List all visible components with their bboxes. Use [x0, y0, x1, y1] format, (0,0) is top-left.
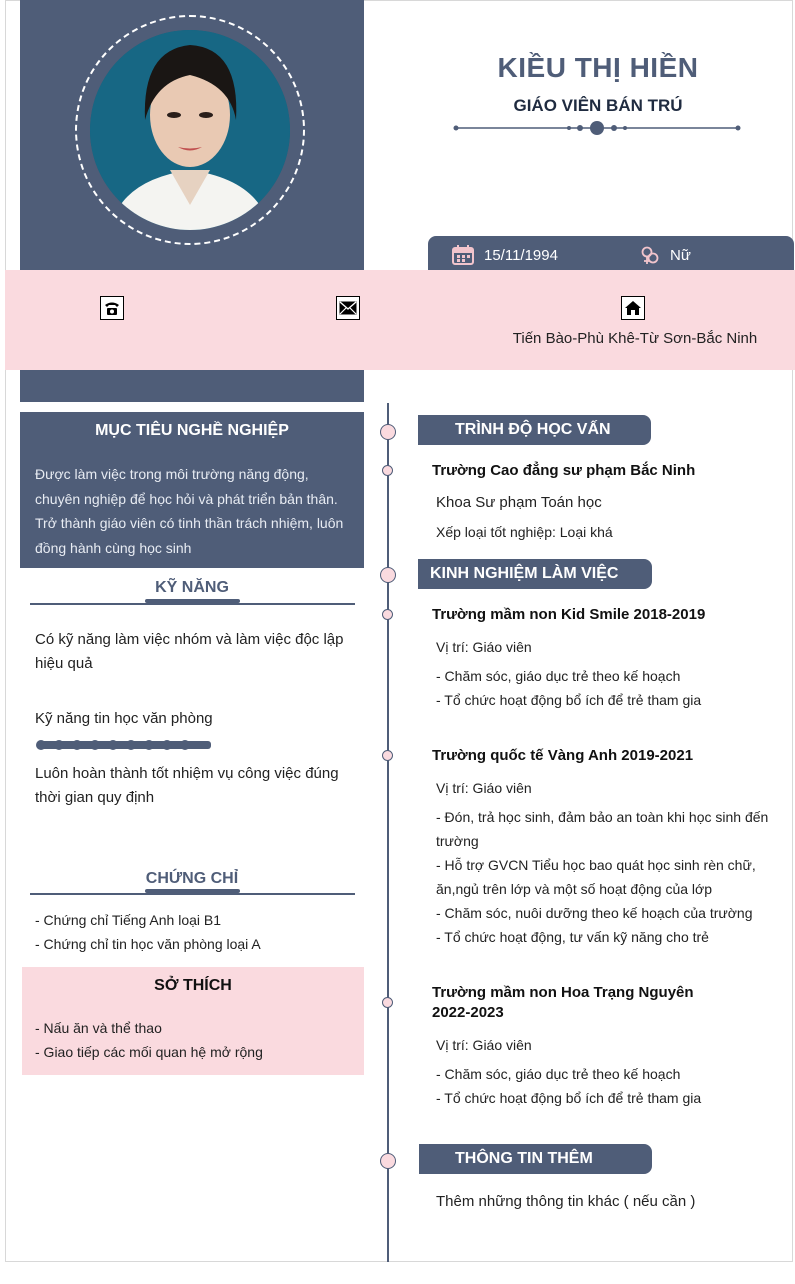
phone-icon	[100, 296, 124, 320]
contact-band	[5, 270, 795, 370]
timeline-dot	[380, 567, 396, 583]
education-title: TRÌNH ĐỘ HỌC VẤN	[418, 415, 651, 445]
skill-level-bar	[35, 738, 213, 752]
skill-item: Kỹ năng tin học văn phòng	[35, 710, 213, 727]
hobbies-section	[22, 967, 364, 1075]
objective-title: MỤC TIÊU NGHỀ NGHIỆP	[95, 422, 289, 439]
skills-title: KỸ NĂNG	[155, 579, 229, 596]
job-position: Vị trí: Giáo viên	[436, 780, 532, 796]
job-duty: - Chăm sóc, giáo dục trẻ theo kế hoạch	[436, 668, 681, 684]
timeline-dot	[382, 997, 393, 1008]
timeline-dot	[380, 424, 396, 440]
timeline-dot	[380, 1153, 396, 1169]
job-position: Vị trí: Giáo viên	[436, 1037, 532, 1053]
timeline-dot	[382, 465, 393, 476]
job-duty: - Đón, trả học sinh, đảm bảo an toàn khi học sinh đến trường	[436, 809, 769, 849]
education-major: Khoa Sư phạm Toán học	[436, 494, 602, 511]
email-icon	[336, 296, 360, 320]
job-org: Trường mầm non Hoa Trạng Nguyên	[432, 984, 694, 1001]
job-duty: - Chăm sóc, giáo dục trẻ theo kế hoạch	[436, 1066, 681, 1082]
job-duty: - Tổ chức hoạt động, tư vấn kỹ năng cho trẻ	[436, 929, 709, 945]
timeline-dot	[382, 750, 393, 761]
job-org: Trường mầm non Kid Smile 2018-2019	[432, 606, 706, 623]
dob-value: 15/11/1994	[484, 246, 558, 264]
certificates-divider	[30, 893, 355, 895]
additional-text: Thêm những thông tin khác ( nếu cần )	[436, 1193, 696, 1210]
certificates-title: CHỨNG CHỈ	[145, 870, 239, 887]
gender-icon	[640, 245, 660, 265]
skills-divider-tab	[145, 599, 240, 603]
gender-value: Nữ	[670, 246, 691, 264]
job-duty: - Chăm sóc, nuôi dưỡng theo kế hoạch của trường	[436, 905, 753, 921]
education-school: Trường Cao đẳng sư phạm Bắc Ninh	[432, 462, 696, 479]
timeline-line	[387, 403, 389, 1262]
home-icon	[621, 296, 645, 320]
job-org-years: 2022-2023	[432, 1004, 504, 1021]
timeline-dot	[382, 609, 393, 620]
title-ornament	[452, 119, 742, 137]
additional-title: THÔNG TIN THÊM	[419, 1144, 652, 1174]
job-org: Trường quốc tế Vàng Anh 2019-2021	[432, 747, 694, 764]
certificate-item: - Chứng chỉ tin học văn phòng loại A	[35, 936, 261, 952]
skill-item: Có kỹ năng làm việc nhóm và làm việc độc lập hiệu quả	[35, 631, 344, 672]
job-position: Vị trí: Giáo viên	[436, 639, 532, 655]
job-title: GIÁO VIÊN BÁN TRÚ	[513, 96, 683, 115]
certificate-item: - Chứng chỉ Tiếng Anh loại B1	[35, 912, 222, 928]
certificates-divider-tab	[145, 889, 240, 893]
education-grade: Xếp loại tốt nghiệp: Loại khá	[436, 524, 613, 540]
personal-info-bar	[428, 236, 794, 272]
skills-divider	[30, 603, 355, 605]
objective-section	[20, 412, 364, 568]
avatar	[90, 30, 290, 230]
objective-text: Được làm việc trong môi trường năng động, chuyên nghiệp để học hỏi và phát triển bản thân. Trở thành giáo viên có tinh thần trách nhiệm, luôn đồng hành cùng học sinh	[35, 466, 344, 556]
hobbies-title: SỞ THÍCH	[154, 977, 232, 994]
sidebar-extension	[20, 370, 364, 402]
hobby-item: - Giao tiếp các mối quan hệ mở rộng	[35, 1044, 263, 1060]
job-duty: - Hỗ trợ GVCN Tiểu học bao quát học sinh rèn chữ, ăn,ngủ trên lớp và một số hoạt động của lớp	[436, 857, 756, 897]
job-duty: - Tổ chức hoạt động bổ ích để trẻ tham gia	[436, 1090, 702, 1106]
experience-title: KINH NGHIỆM LÀM VIỆC	[418, 559, 652, 589]
hobby-item: - Nấu ăn và thể thao	[35, 1020, 162, 1036]
address-text: Tiến Bào-Phù Khê-Từ Sơn-Bắc Ninh	[512, 330, 758, 347]
skill-item: Luôn hoàn thành tốt nhiệm vụ công việc đúng thời gian quy định	[35, 765, 339, 806]
job-duty: - Tổ chức hoạt động bổ ích để trẻ tham gia	[436, 692, 702, 708]
person-name: KIỀU THỊ HIỀN	[497, 52, 699, 83]
calendar-icon	[452, 245, 474, 265]
